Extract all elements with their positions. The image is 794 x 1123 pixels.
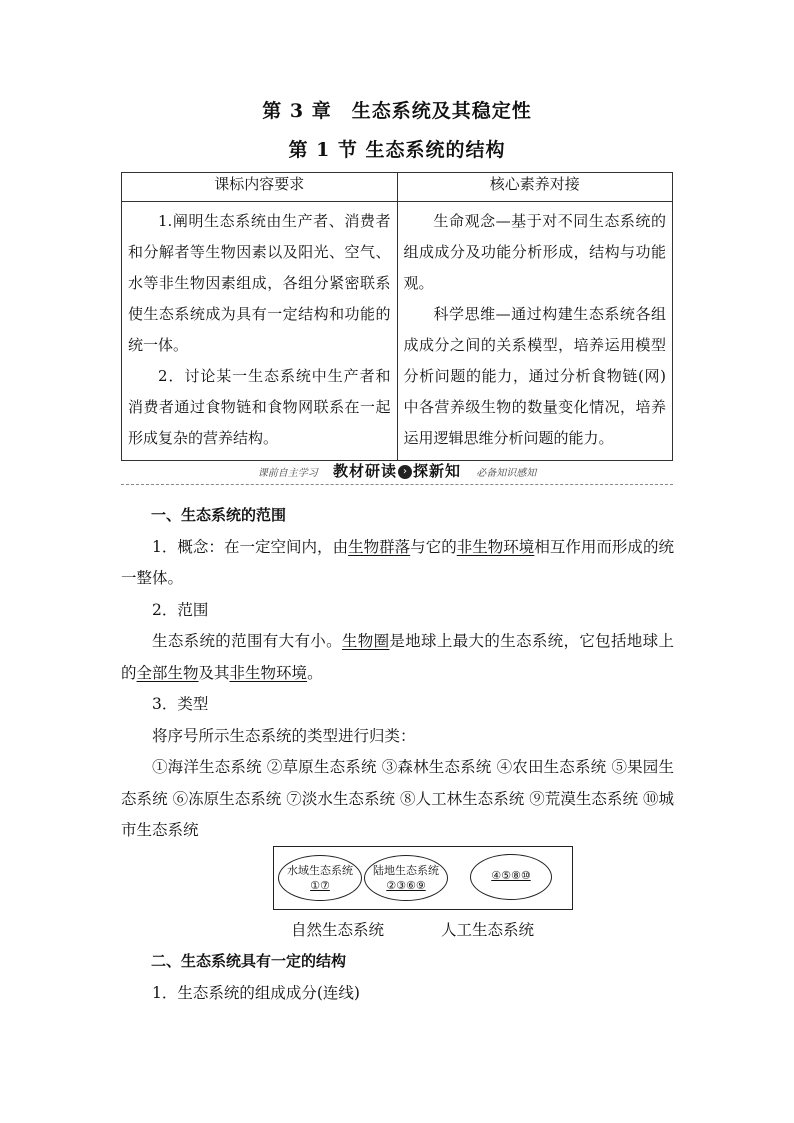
chapter-title: 第 3 章 生态系统及其稳定性 [262, 100, 532, 122]
water-ecosystem-label: 水域生态系统 [287, 864, 353, 877]
blank-answer: 全部生物 [136, 663, 199, 682]
ecosystem-classification-diagram [121, 846, 674, 946]
artificial-ecosystem-numbers: ④⑤⑧⑩ [491, 869, 531, 882]
literacy-cell [397, 202, 673, 461]
land-ecosystem-label: 陆地生态系统 [373, 864, 439, 877]
range-title: 2．范围 [152, 600, 209, 619]
section1-heading: 一、生态系统的范围 [151, 506, 287, 524]
blank-answer: 生物群落 [348, 537, 411, 556]
banner-left-label: 课前自主学习 [257, 468, 318, 479]
land-ecosystem-numbers: ②③⑥⑨ [386, 879, 426, 892]
table-header-requirements: 课标内容要求 [122, 173, 398, 202]
requirement-paragraph: 2．讨论某一生态系统中生产者和消费者通过食物链和食物网联系在一起形成复杂的营养结构。 [128, 367, 391, 447]
table-header-literacy: 核心素养对接 [397, 173, 673, 202]
blank-answer: 生物圈 [341, 632, 390, 650]
literacy-paragraph: 生命观念—基于对不同生态系统的组成成分及功能分析形成，结构与功能观。 [403, 212, 666, 292]
section-title: 第 1 节 生态系统的结构 [288, 139, 506, 161]
blank-answer: 非生物环境 [229, 663, 308, 682]
type-title: 3．类型 [152, 695, 209, 713]
water-ecosystem-oval [278, 855, 362, 901]
type-list: ①海洋生态系统 ②草原生态系统 ③森林生态系统 ④农田生态系统 ⑤果园生态系统 ⑥冻原生态系统 ⑦淡水生态系统 ⑧人工林生态系统 ⑨荒漠生态系统 ⑩城市生态系统 [121, 758, 674, 839]
blank-answer: 非生物环境 [456, 537, 535, 556]
artificial-ecosystem-caption: 人工生态系统 [441, 921, 535, 939]
banner-main-a: 教材研读 [332, 462, 397, 480]
section-banner [121, 458, 673, 485]
type-intro: 将序号所示生态系统的类型进行归类： [152, 726, 416, 745]
chevron-right-icon: › [398, 465, 412, 479]
banner-main-b: 探新知 [413, 462, 462, 480]
main-content [121, 500, 674, 847]
natural-ecosystem-caption: 自然生态系统 [291, 921, 385, 939]
water-ecosystem-numbers: ①⑦ [310, 879, 330, 892]
artificial-ecosystem-oval [470, 854, 552, 900]
requirements-cell [122, 202, 398, 461]
concept-paragraph: 1．概念：在一定空间内，由生物群落与它的非生物环境相互作用而形成的统一整体。 [121, 537, 674, 587]
section2-content [121, 946, 674, 1009]
literacy-paragraph: 科学思维—通过构建生态系统各组成成分之间的关系模型，培养运用模型分析问题的能力，通过分析食物链(网)中各营养级生物的数量变化情况，培养运用逻辑思维分析问题的能力。 [403, 305, 666, 447]
requirement-paragraph: 1.阐明生态系统由生产者、消费者和分解者等生物因素以及阳光、空气、水等非生物因素组成，各组分紧密联系使生态系统成为具有一定结构和功能的统一体。 [128, 212, 391, 354]
section2-item1: 1．生态系统的组成成分(连线) [152, 983, 360, 1002]
range-paragraph: 生态系统的范围有大有小。生物圈是地球上最大的生态系统，它包括地球上的全部生物及其非生物环境。 [121, 632, 674, 682]
section2-heading: 二、生态系统具有一定的结构 [151, 952, 347, 970]
banner-right-label: 必备知识感知 [476, 468, 537, 479]
standards-table [121, 172, 673, 461]
land-ecosystem-oval [364, 855, 448, 901]
